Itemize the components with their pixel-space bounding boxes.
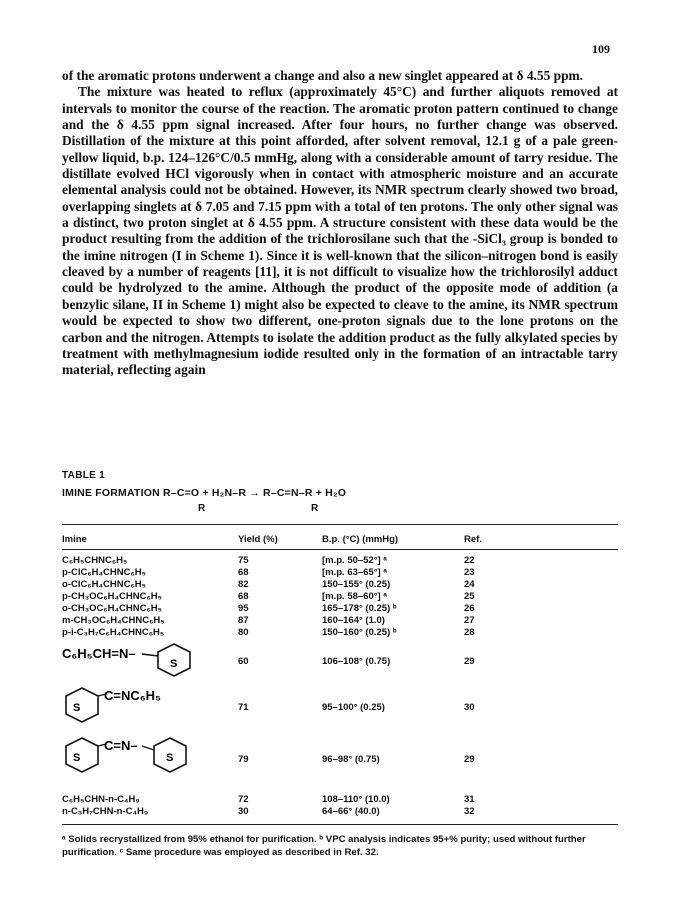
header-ref: Ref. [464, 534, 482, 545]
table-row [62, 615, 618, 627]
cell-ref: 27 [464, 615, 475, 626]
table-row [62, 627, 618, 639]
page-number: 109 [592, 42, 610, 56]
cell-imine: o-CH₃OC₆H₄CHNC₆H₅ [62, 603, 163, 614]
table-label: TABLE 1 [62, 470, 106, 481]
cell-ref: 25 [464, 591, 475, 602]
structure-bond [142, 746, 154, 750]
cell-yield: 75 [238, 555, 249, 566]
cell-bp: 165–178° (0.25) ᵇ [322, 603, 397, 614]
cell-ref: 29 [464, 656, 475, 667]
table-header-rule [62, 549, 618, 550]
cell-ref: 23 [464, 567, 475, 578]
cell-yield: 80 [238, 627, 249, 638]
table-row [62, 555, 618, 567]
cell-bp: 106–108° (0.75) [322, 656, 391, 667]
cell-imine: n-C₃H₇CHN-n-C₄H₉ [62, 806, 149, 817]
table-top-rule [62, 524, 618, 525]
cell-ref: 22 [464, 555, 475, 566]
cell-ref: 24 [464, 579, 475, 590]
table-row [62, 702, 618, 714]
cell-imine: p-CH₃OC₆H₄CHNC₆H₅ [62, 591, 163, 602]
caption-r-right: R [311, 503, 319, 514]
paragraph-2: The mixture was heated to reflux (approximately 45°C) and further aliquots removed at intervals to monitor the course of the reaction. The aromatic proton pattern continued to change and the δ 4.55 ppm signal increased. After four hours, no further change was observed. Distillation of the mixture at this point afforded, after solvent removal, 12.1 g of a pale green-yellow liquid, b.p. 124–126°C/0.5 mmHg, along with a considerable amount of tarry residue. The distillate evolved HCl vigorously when in contact with atmospheric moisture and an accurate elemental analysis could not be obtained. However, its NMR spectrum clearly showed two broad, overlapping singlets at δ 7.05 and 7.15 ppm with a total of ten protons. The only other signal was a distinct, two proton singlet at δ 4.55 ppm. A structure consistent with these data would be the product resulting from the addition of the trichlorosilane such that the -SiCl₃ group is bonded to the imine nitrogen (I in Scheme 1). Since it is well-known that the silicon–nitrogen bond is easily cleaved by a number of reagents [11], it is not difficult to visualize how the trichlorosilyl adduct could be hydrolyzed to the amine. Although the product of the opposite mode of addition (a benzylic silane, II in Scheme 1) might also be expected to cleave to the amine, its NMR spectrum would be expected to show two different, one-proton signals due to the lone protons on the carbon and the nitrogen. Attempts to isolate the addition product as the fully alkylated species by treatment with methylmagnesium iodide resulted only in the formation of an intractable tarry material, reflecting again [62, 84, 618, 378]
cell-ref: 32 [464, 806, 475, 817]
table-bottom-rule [62, 824, 618, 825]
table-row [62, 656, 618, 668]
header-yield: Yield (%) [238, 534, 278, 545]
header-bp: B.p. (°C) (mmHg) [322, 534, 399, 545]
cell-bp: 108–110° (10.0) [322, 794, 390, 805]
cell-imine: C₆H₅CHN-n-C₄H₉ [62, 794, 140, 805]
caption-r-left: R [198, 503, 206, 514]
cell-imine: m-CH₃OC₆H₄CHNC₆H₅ [62, 615, 165, 626]
cell-yield: 82 [238, 579, 249, 590]
table-footnote: ᵃ Solids recrystallized from 95% ethanol for purification. ᵇ VPC analysis indicates 95+% purity; used without further purification. ᶜ Same procedure was employed as described in Ref. 32. [62, 834, 586, 858]
cell-ref: 29 [464, 754, 475, 765]
table-row [62, 806, 618, 818]
cell-bp: 150–155° (0.25) [322, 579, 391, 590]
structure-label: C₆H₅CH=N– [62, 646, 136, 661]
ring-atom-s: S [166, 752, 174, 764]
cell-imine: p-i-C₃H₇C₆H₄CHNC₆H₅ [62, 627, 165, 638]
table-row [62, 579, 618, 591]
cell-ref: 28 [464, 627, 475, 638]
table-row [62, 794, 618, 806]
table-row [62, 567, 618, 579]
cell-bp: 160–164° (1.0) [322, 615, 385, 626]
cell-bp: 95–100° (0.25) [322, 702, 385, 713]
cell-imine: o-ClC₆H₄CHNC₆H₅ [62, 579, 147, 590]
cell-bp: 96–98° (0.75) [322, 754, 380, 765]
table-row [62, 754, 618, 766]
header-imine: Imine [62, 534, 87, 545]
cell-yield: 68 [238, 591, 249, 602]
table-caption: IMINE FORMATION R–C=O + H₂N–R → R–C=N–R + H₂O [62, 487, 347, 499]
ring-atom-s: S [170, 658, 178, 670]
cell-bp: 150–160° (0.25) ᵇ [322, 627, 397, 638]
cell-ref: 26 [464, 603, 475, 614]
ring-atom-s: S [73, 752, 81, 764]
cell-bp: [m.p. 63–65°] ᵃ [322, 567, 387, 578]
cell-yield: 68 [238, 567, 249, 578]
cell-yield: 60 [238, 656, 249, 667]
cell-yield: 71 [238, 702, 249, 713]
cell-ref: 30 [464, 702, 475, 713]
cell-yield: 95 [238, 603, 249, 614]
cell-yield: 87 [238, 615, 249, 626]
cell-bp: [m.p. 50–52°] ᵃ [322, 555, 387, 566]
table-row [62, 591, 618, 603]
ring-atom-s: S [73, 702, 81, 714]
cell-imine: p-ClC₆H₄CHNC₆H₅ [62, 567, 147, 578]
table-row [62, 603, 618, 615]
structure-label: C=N– [104, 738, 138, 753]
cell-ref: 31 [464, 794, 475, 805]
paragraph-1: of the aromatic protons underwent a change and also a new singlet appeared at δ 4.55 ppm. [62, 68, 584, 83]
body-text [62, 68, 618, 379]
cell-bp: [m.p. 58–60°] ᵃ [322, 591, 387, 602]
cell-yield: 30 [238, 806, 249, 817]
cell-imine: C₆H₅CHNC₆H₅ [62, 555, 128, 566]
cell-yield: 72 [238, 794, 249, 805]
structure-label: C=NC₆H₅ [104, 688, 162, 703]
cell-bp: 64–66° (40.0) [322, 806, 380, 817]
cell-yield: 79 [238, 754, 249, 765]
